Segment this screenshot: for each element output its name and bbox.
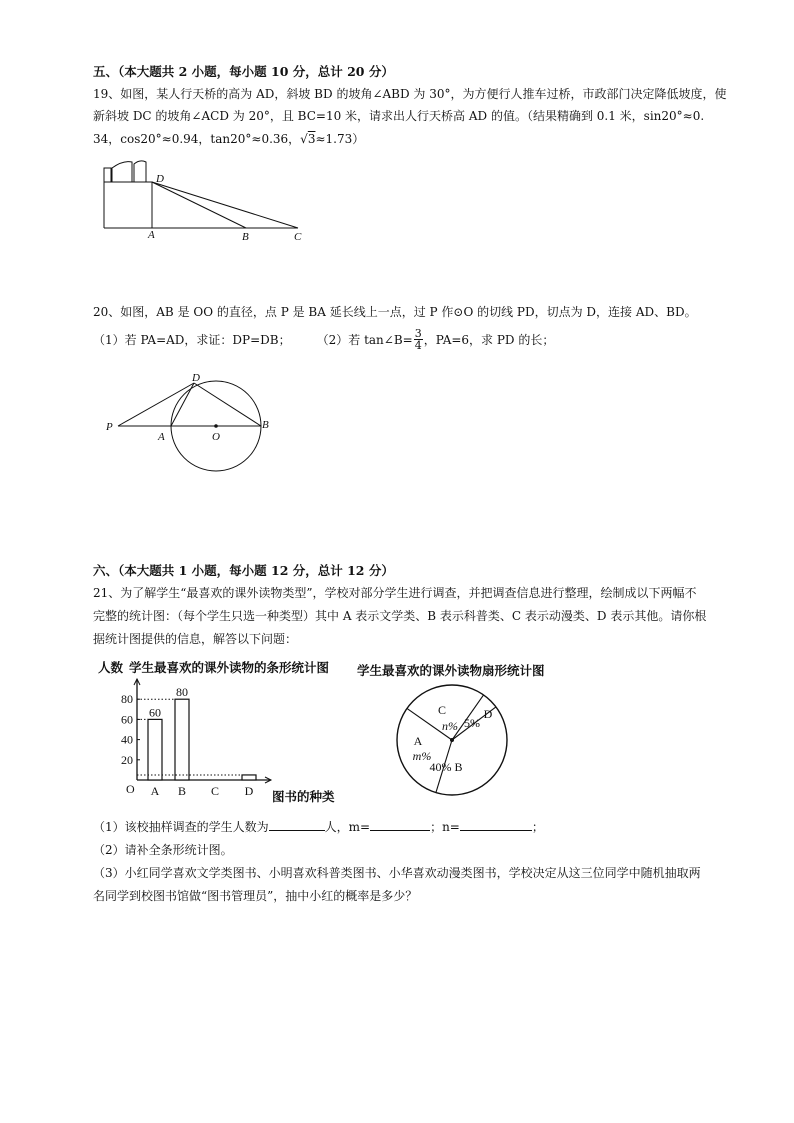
- bar-chart-bar-B: [175, 699, 189, 780]
- answer-blank-n[interactable]: [460, 830, 532, 831]
- point-d-label: D: [156, 173, 164, 185]
- pie-slice-label-D: 5%: [464, 716, 480, 730]
- bar-chart-category-label: B: [177, 784, 187, 798]
- q19-bridge-figure: [98, 158, 318, 248]
- bar-chart-ytick-label: 80: [121, 692, 133, 707]
- bar-chart-category-label: C: [210, 784, 220, 798]
- section-5-heading: 五、（本大题共 2 小题，每小题 10 分，总计 20 分）: [93, 64, 394, 79]
- q20-circle-figure: [100, 370, 280, 480]
- tan-fraction: $\frac{3}{4}$: [414, 327, 422, 352]
- bar-chart-ylabel: 人数: [98, 660, 124, 675]
- q19-text-line3: 34，cos20°≈0.94，tan20°≈0.36，√3≈1.73）: [93, 132, 365, 146]
- bar-chart-xlabel: 图书的种类: [272, 789, 335, 804]
- pie-slice-name-C: C: [437, 703, 447, 717]
- pie-slice-name-D: D: [483, 707, 493, 721]
- bar-chart: [95, 655, 350, 810]
- pie-chart-title: 学生最喜欢的课外读物扇形统计图: [357, 663, 545, 678]
- point-b-label-2: B: [262, 419, 269, 431]
- q21-text-line1: 21、为了解学生“最喜欢的课外读物类型”，学校对部分学生进行调查，并把调查信息进行整理，绘制成以下两幅不: [93, 586, 697, 600]
- q21-text-line3: 据统计图提供的信息，解答以下问题：: [93, 632, 298, 646]
- bar-chart-origin: O: [126, 782, 135, 796]
- bar-chart-ytick-label: 40: [121, 732, 133, 747]
- chord-db: [194, 383, 261, 426]
- q20-text-line1: 20、如图，AB 是 OO 的直径，点 P 是 BA 延长线上一点，过 P 作⊙O 的切线 PD，切点为 D，连接 AD、BD。: [93, 305, 697, 319]
- pie-chart-center: [450, 738, 454, 742]
- pie-chart: [355, 658, 575, 803]
- bar-chart-title: 学生最喜欢的课外读物的条形统计图: [129, 660, 330, 675]
- point-a-label: A: [148, 229, 155, 241]
- point-a-label-2: A: [158, 431, 165, 443]
- bridge-roof-right: [134, 161, 146, 182]
- answer-blank-m[interactable]: [370, 830, 430, 831]
- section-6-heading: 六、（本大题共 1 小题，每小题 12 分，总计 12 分）: [93, 563, 394, 578]
- pie-slice-label-B: 40% B: [429, 760, 463, 774]
- pie-slice-label-A: m%: [412, 749, 432, 763]
- q21-text-line2: 完整的统计图：（每个学生只选一种类型）其中 A 表示文学类、B 表示科普类、C 表示动漫类、D 表示其他。请你根: [93, 609, 707, 623]
- answer-blank-count[interactable]: [269, 830, 325, 831]
- pie-slice-label-C: n%: [442, 719, 458, 733]
- point-p-label: P: [106, 421, 113, 433]
- bridge-roof-left: [104, 168, 111, 182]
- bar-chart-category-label: A: [150, 784, 160, 798]
- q19-text-line2: 新斜坡 DC 的坡角∠ACD 为 20°，且 BC=10 米，请求出人行天桥高 AD 的值。（结果精确到 0.1 米，sin20°≈0.: [93, 109, 705, 123]
- bar-chart-ytick-label: 60: [121, 712, 133, 727]
- point-c-label: C: [294, 231, 302, 243]
- point-b-label: B: [242, 231, 249, 243]
- point-o-label: O: [212, 431, 220, 443]
- bar-chart-category-label: D: [244, 784, 254, 798]
- bar-chart-data-label-B: 80: [176, 685, 188, 700]
- pie-slice-name-A: A: [413, 734, 423, 748]
- bridge-roof-mid: [112, 162, 132, 182]
- q21-sub1: （1）该校抽样调查的学生人数为 人，m= ；n= ；: [93, 820, 544, 834]
- bar-chart-ytick-label: 20: [121, 752, 133, 767]
- q21-sub3-line2: 名同学到校图书馆做“图书管理员”，抽中小红的概率是多少？: [93, 889, 418, 903]
- q21-sub2: （2）请补全条形统计图。: [93, 843, 233, 857]
- bar-chart-bar-A: [148, 719, 162, 780]
- q20-text-line2: （1）若 PA=AD，求证：DP=DB； （2）若 tan∠B= $\frac{3}{4}$ ，PA=6，求 PD 的长；: [93, 327, 555, 352]
- center-dot: [214, 424, 218, 428]
- slope-dc: [152, 182, 298, 228]
- slope-bd: [152, 182, 246, 228]
- point-d-label-2: D: [192, 372, 200, 384]
- q19-text-line1: 19、如图，某人行天桥的高为 AD，斜坡 BD 的坡角∠ABD 为 30°，为方便行人推车过桥，市政部门决定降低坡度，使: [93, 87, 727, 101]
- q21-sub3-line1: （3）小红同学喜欢文学类图书、小明喜欢科普类图书、小华喜欢动漫类图书，学校决定从这三位同学中随机抽取两: [93, 866, 701, 880]
- bar-chart-data-label-A: 60: [149, 705, 161, 720]
- bar-chart-bar-D: [242, 775, 256, 780]
